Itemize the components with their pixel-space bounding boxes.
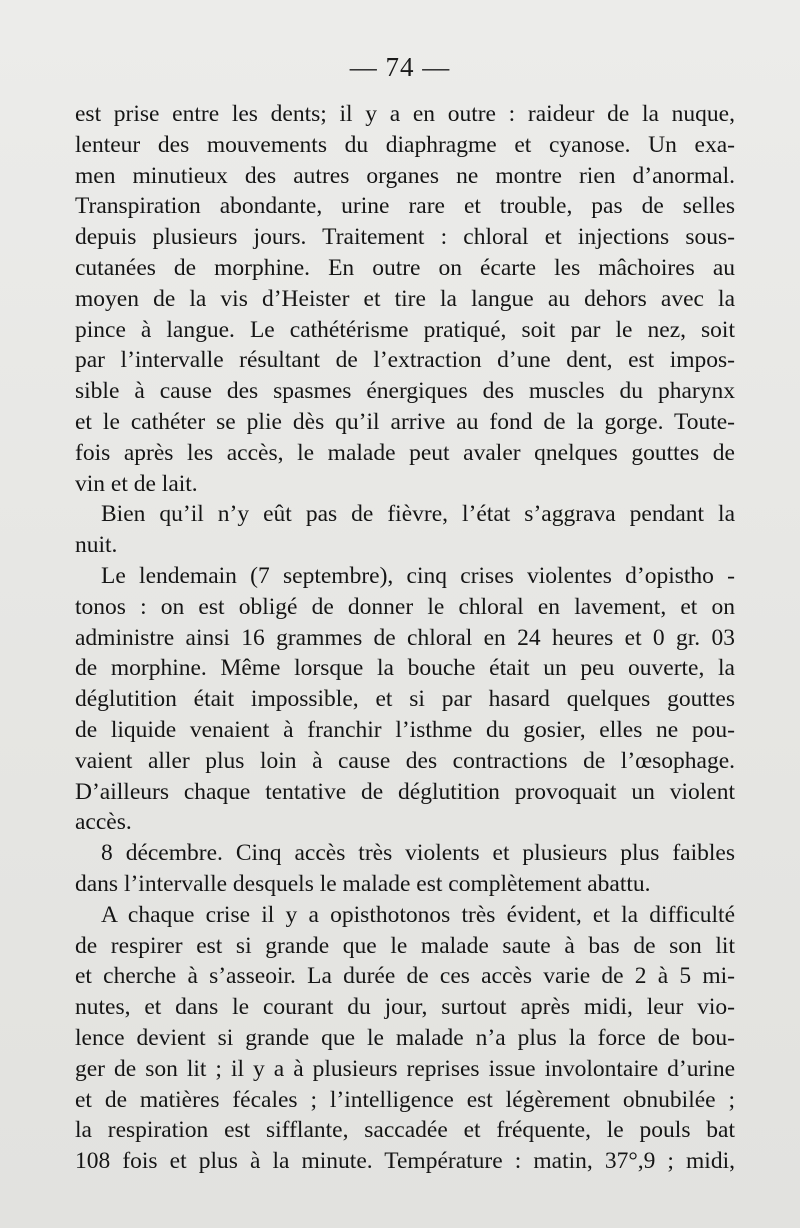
text-line: D’ailleurs chaque tentative de déglutition provoquait un violent	[75, 778, 735, 805]
text-line: fois après les accès, le malade peut avaler qnelques gouttes de	[75, 439, 735, 466]
text-line: de liquide venaient à franchir l’isthme du gosier, elles ne pou-	[75, 716, 735, 743]
text-line: de morphine. Même lorsque la bouche était un peu ouverte, la	[75, 655, 735, 682]
text-line: nutes, et dans le courant du jour, surtout après midi, leur vio-	[75, 994, 735, 1021]
text-line: men minutieux des autres organes ne montre rien d’anormal.	[75, 162, 735, 189]
text-line: 108 fois et plus à la minute. Température : matin, 37°,9 ; midi,	[75, 1148, 735, 1175]
page-number: — 74 —	[349, 52, 451, 82]
text-line: par l’intervalle résultant de l’extraction d’une dent, est impos-	[75, 347, 735, 374]
text-line: lenteur des mouvements du diaphragme et cyanose. Un exa-	[75, 131, 735, 158]
text-line: cutanées de morphine. En outre on écarte les mâchoires au	[75, 254, 735, 281]
text-line: et de matières fécales ; l’intelligence est légèrement obnubilée ;	[75, 1086, 735, 1113]
text-line: lence devient si grande que le malade n’a plus la force de bou-	[75, 1024, 735, 1051]
text-line: Bien qu’il n’y eût pas de fièvre, l’état s’aggrava pendant la	[101, 501, 735, 528]
text-line: depuis plusieurs jours. Traitement : chloral et injections sous-	[75, 224, 735, 251]
text-line: pince à langue. Le cathétérisme pratiqué, soit par le nez, soit	[75, 316, 735, 343]
text-line: est prise entre les dents; il y a en outre : raideur de la nuque,	[75, 101, 735, 127]
text-line: ger de son lit ; il y a à plusieurs reprises issue involontaire d’urine	[75, 1055, 735, 1082]
text-line: sible à cause des spasmes énergiques des muscles du pharynx	[75, 378, 735, 405]
text-line: Le lendemain (7 septembre), cinq crises violentes d’opistho -	[101, 562, 735, 589]
text-line: et cherche à s’asseoir. La durée de ces accès varie de 2 à 5 mi-	[75, 963, 735, 990]
text-line: tonos : on est obligé de donner le chloral en lavement, et on	[75, 593, 735, 620]
text-line: et le cathéter se plie dès qu’il arrive au fond de la gorge. Toute-	[75, 408, 735, 435]
text-line: la respiration est sifflante, saccadée et fréquente, le pouls bat	[75, 1117, 735, 1144]
text-line: Transpiration abondante, urine rare et trouble, pas de selles	[75, 193, 735, 220]
text-line: moyen de la vis d’Heister et tire la langue au dehors avec la	[75, 285, 735, 312]
text-line: 8 décembre. Cinq accès très violents et plusieurs plus faibles	[101, 840, 735, 867]
body-text	[75, 99, 735, 1177]
text-line: nuit.	[75, 532, 118, 559]
text-line: administre ainsi 16 grammes de chloral en 24 heures et 0 gr. 03	[75, 624, 735, 651]
text-line: accès.	[75, 809, 132, 836]
text-line: vin et de lait.	[75, 470, 198, 497]
text-line: dans l’intervalle desquels le malade est complètement abattu.	[75, 870, 651, 897]
text-line: vaient aller plus loin à cause des contractions de l’œsophage.	[75, 747, 735, 774]
text-line: déglutition était impossible, et si par hasard quelques gouttes	[75, 686, 735, 713]
text-line: A chaque crise il y a opisthotonos très évident, et la difficulté	[101, 901, 735, 928]
text-line: de respirer est si grande que le malade saute à bas de son lit	[75, 932, 735, 959]
